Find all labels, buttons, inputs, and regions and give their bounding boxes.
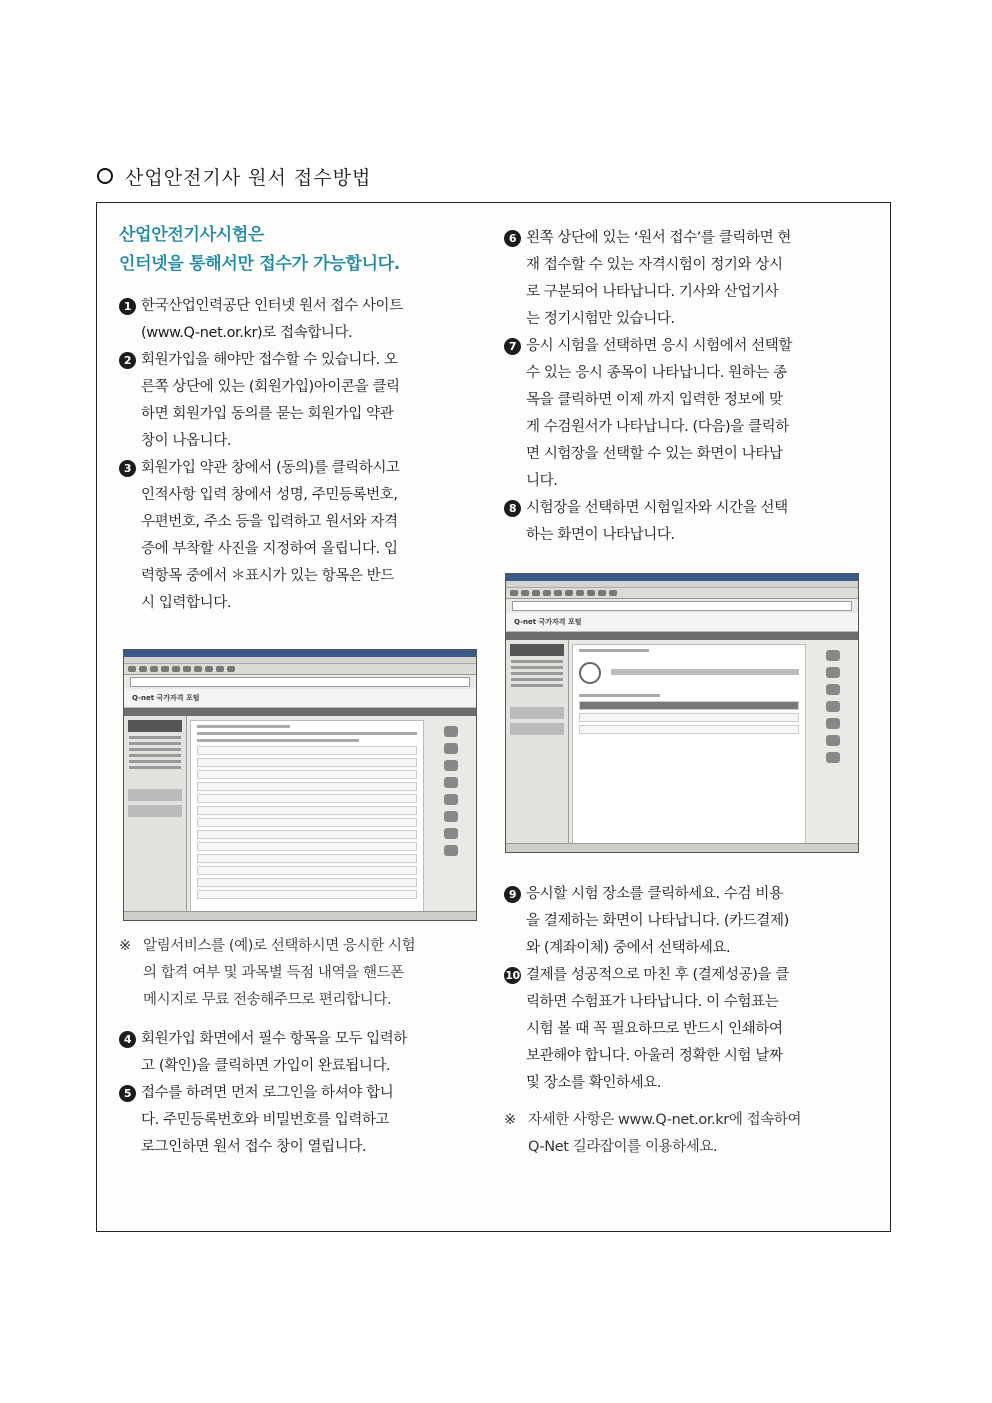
step-text: 회원가입을 해야만 접수할 수 있습니다. 오 른쪽 상단에 있는 (회원가입)아이콘을 클릭 하면 회원가입 동의를 묻는 회원가입 약관 창이 나옵니다.: [141, 352, 400, 449]
step-text: 시험장을 선택하면 시험일자와 시간을 선택 하는 화면이 나타납니다.: [526, 500, 788, 543]
exam-site-screenshot: [505, 573, 859, 853]
step-item: [119, 1026, 479, 1080]
circle-bullet-icon: [97, 168, 113, 184]
step-number-icon: 8: [504, 500, 521, 517]
steps-list-3: [504, 225, 864, 549]
heading-text: 산업안전기사 원서 접수방법: [125, 166, 372, 189]
step-text: 왼쪽 상단에 있는 ‘원서 접수’를 클릭하면 현 재 접수할 수 있는 자격시험이 정기와 상시 로 구분되어 나타납니다. 기사와 산업기사 는 정기시험만 있습니다.: [526, 230, 791, 327]
right-column-lower: [504, 881, 864, 1161]
note-alert-service: [119, 933, 479, 1014]
intro-line: 산업안전기사시험은: [119, 225, 265, 245]
reference-mark-icon: ※: [504, 1112, 516, 1128]
step-number-icon: 9: [504, 886, 521, 903]
step-text: 응시 시험을 선택하면 응시 시험에서 선택할 수 있는 응시 종목이 나타납니다. 원하는 종 목을 클릭하면 이제 까지 입력한 정보에 맞 게 수검원서가 나타납니다. (다음)을 클릭하 면 시험장을 선택할 수 있는 화면이 나타납 니다.: [526, 338, 792, 489]
step-number-icon: 7: [504, 338, 521, 355]
step-number-icon: 10: [505, 969, 520, 982]
step-item: [504, 333, 864, 495]
step-item: [504, 225, 864, 333]
note-more-info: [504, 1107, 864, 1161]
site-logo: Q-net 국가자격 포털: [514, 618, 582, 626]
left-column-lower: [119, 933, 479, 1161]
step-item: [119, 347, 479, 455]
step-number-icon: 4: [119, 1031, 136, 1048]
step-item: [504, 962, 864, 1097]
step-item: [504, 881, 864, 962]
step-number-icon: 5: [119, 1085, 136, 1102]
signup-screenshot: [123, 649, 477, 921]
step-number-icon: 6: [504, 230, 521, 247]
steps-list-4: [504, 881, 864, 1097]
right-column: [504, 203, 864, 549]
step-item: [504, 495, 864, 549]
step-item: [119, 455, 479, 617]
steps-list-2: [119, 1026, 479, 1161]
steps-list-1: [119, 293, 479, 617]
content-frame: [96, 202, 891, 1232]
site-logo: Q-net 국가자격 포털: [132, 694, 200, 702]
left-column: [119, 203, 479, 617]
note-item: [504, 1107, 864, 1161]
step-number-icon: 2: [119, 352, 136, 369]
intro-title: [119, 221, 479, 279]
note-text: 알림서비스를 (예)로 선택하시면 응시한 시험 의 합격 여부 및 과목별 득점 내역을 핸드폰 메시지로 무료 전송해주므로 편리합니다.: [143, 938, 416, 1008]
step-text: 회원가입 화면에서 필수 항목을 모두 입력하 고 (확인)을 클릭하면 가입이 완료됩니다.: [141, 1031, 407, 1074]
step-text: 응시할 시험 장소를 클릭하세요. 수검 비용 을 결제하는 화면이 나타납니다. (카드결제) 와 (계좌이체) 중에서 선택하세요.: [526, 886, 789, 956]
step-text: 결제를 성공적으로 마친 후 (결제성공)을 클 릭하면 수험표가 나타납니다. 이 수험표는 시험 볼 때 꼭 필요하므로 반드시 인쇄하여 보관해야 합니다. 아울러 정확한 시험 날짜 및 장소를 확인하세요.: [526, 967, 789, 1091]
intro-line: 인터넷을 통해서만 접수가 가능합니다.: [119, 254, 400, 274]
step-item: [119, 1080, 479, 1161]
reference-mark-icon: ※: [119, 938, 131, 954]
note-item: [119, 933, 479, 1014]
page-heading: [97, 162, 371, 190]
step-text: 한국산업인력공단 인터넷 원서 접수 사이트 (www.Q-net.or.kr)로 접속합니다.: [141, 298, 403, 341]
note-text: 자세한 사항은 www.Q-net.or.kr에 접속하여 Q-Net 길라잡이를 이용하세요.: [528, 1112, 802, 1155]
step-text: 회원가입 약관 창에서 (동의)를 클릭하시고 인적사항 입력 창에서 성명, 주민등록번호, 우편번호, 주소 등을 입력하고 원서와 자격 증에 부착할 사진을 지정하여 올립니다. 입 력항목 중에서 ＊표시가 있는 항목은 반드 시 입력합니다.: [141, 460, 400, 611]
step-number-icon: 1: [119, 298, 136, 315]
step-text: 접수를 하려면 먼저 로그인을 하셔야 합니 다. 주민등록번호와 비밀번호를 입력하고 로그인하면 원서 접수 창이 열립니다.: [141, 1085, 394, 1155]
step-number-icon: 3: [119, 460, 136, 477]
step-item: [119, 293, 479, 347]
